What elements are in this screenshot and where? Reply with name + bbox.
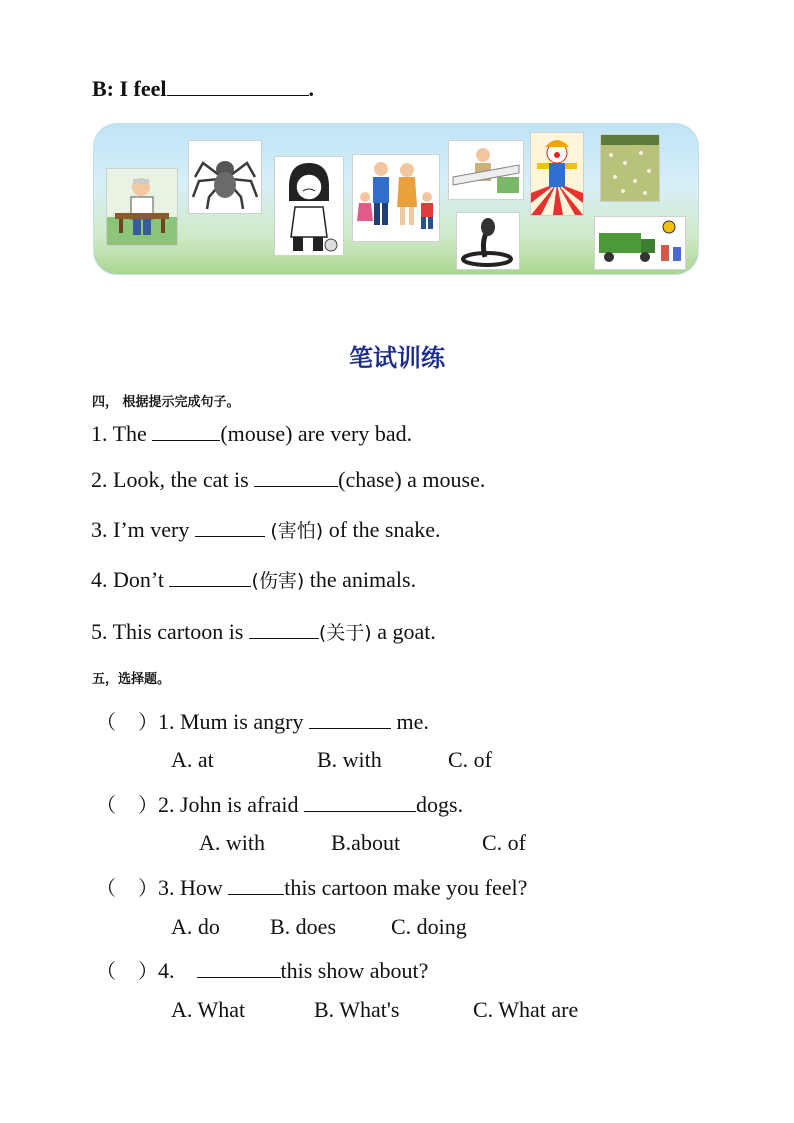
option-b: B.about [331,830,401,855]
answer-blank[interactable] [169,585,251,587]
family-picture [352,154,440,242]
section-title: 笔试训练 [349,344,445,372]
fill-item-3 [91,516,440,543]
prompt-line [92,76,314,102]
answer-blank[interactable] [254,485,338,487]
item-number: 1. [91,421,108,446]
option-b: B. with [317,747,382,772]
sad-girl-picture [274,156,344,256]
question-stem: this show about? [280,958,429,983]
choice-question-2 [96,789,463,818]
answer-blank [228,893,284,895]
old-man-picture [106,168,178,246]
item-hint: (chase) [338,467,402,492]
answer-paren-close[interactable]: ） [138,961,158,983]
answer-blank[interactable] [152,439,220,441]
option-b: B. does [270,914,336,939]
question-stem: me. [390,709,429,734]
spider-picture [188,140,262,214]
fill-item-4 [91,566,416,593]
item-text: a mouse. [401,467,486,492]
option-c: C. doing [391,914,467,939]
item-hint: (伤害) [251,570,305,592]
answer-paren-close[interactable]: ） [138,795,158,817]
item-text: Don’t [113,567,170,592]
option-a: A. do [171,914,220,939]
part5-heading: 五，选择题。 [92,672,171,687]
option-a: A. with [199,830,265,855]
question-stem: 3. How [158,875,229,900]
item-text: Look, the cat is [113,467,255,492]
item-number: 3. [91,517,108,542]
item-text: This cartoon is [112,619,249,644]
item-number: 4. [91,567,108,592]
choice-question-4 [96,955,428,984]
item-hint: (关于) [318,622,372,644]
option-b: B. What's [314,997,400,1022]
question-stem: dogs. [416,792,464,817]
item-text: the animals. [304,567,417,592]
truck-picture [594,216,686,270]
answer-blank[interactable] [195,535,265,537]
item-number: 2. [91,467,108,492]
item-text: are very bad. [292,421,413,446]
answer-paren-open[interactable]: （ [96,961,116,983]
prompt-label: B: I feel [92,76,167,101]
item-hint: (mouse) [220,421,293,446]
answer-paren-open[interactable]: （ [96,878,116,900]
part4-heading: 四， 根据提示完成句子。 [92,395,240,410]
fill-item-2 [91,467,485,493]
snake-picture [456,212,520,270]
question-stem: this cartoon make you feel? [284,875,528,900]
option-c: C. of [448,747,492,772]
option-a: A. What [171,997,246,1022]
choice-question-1 [96,706,429,735]
item-text: I’m very [113,517,195,542]
fill-item-1 [91,421,412,447]
choice-question-3 [96,872,527,901]
option-c: C. What are [473,997,579,1022]
item-hint: (害怕) [270,520,324,542]
item-number: 5. [91,619,108,644]
option-c: C. of [482,830,526,855]
question-stem: 1. Mum is angry [158,709,309,734]
question-stem: 4. [158,958,197,983]
item-text: a goat. [371,619,436,644]
field-picture [600,134,660,202]
answer-paren-open[interactable]: （ [96,795,116,817]
option-a: A. at [171,747,214,772]
answer-paren-open[interactable]: （ [96,712,116,734]
question-stem: 2. John is afraid [158,792,305,817]
fill-item-5 [91,618,436,645]
answer-blank[interactable] [249,637,319,639]
grandpa-picture [448,140,524,200]
answer-blank [309,727,391,729]
picture-banner [93,123,699,275]
clown-picture [530,132,584,216]
answer-blank [167,94,309,96]
item-text: of the snake. [323,517,441,542]
answer-blank [304,810,416,812]
answer-paren-close[interactable]: ） [138,712,158,734]
answer-paren-close[interactable]: ） [138,878,158,900]
item-text: The [112,421,153,446]
answer-blank [197,976,281,978]
prompt-end: . [308,76,315,101]
